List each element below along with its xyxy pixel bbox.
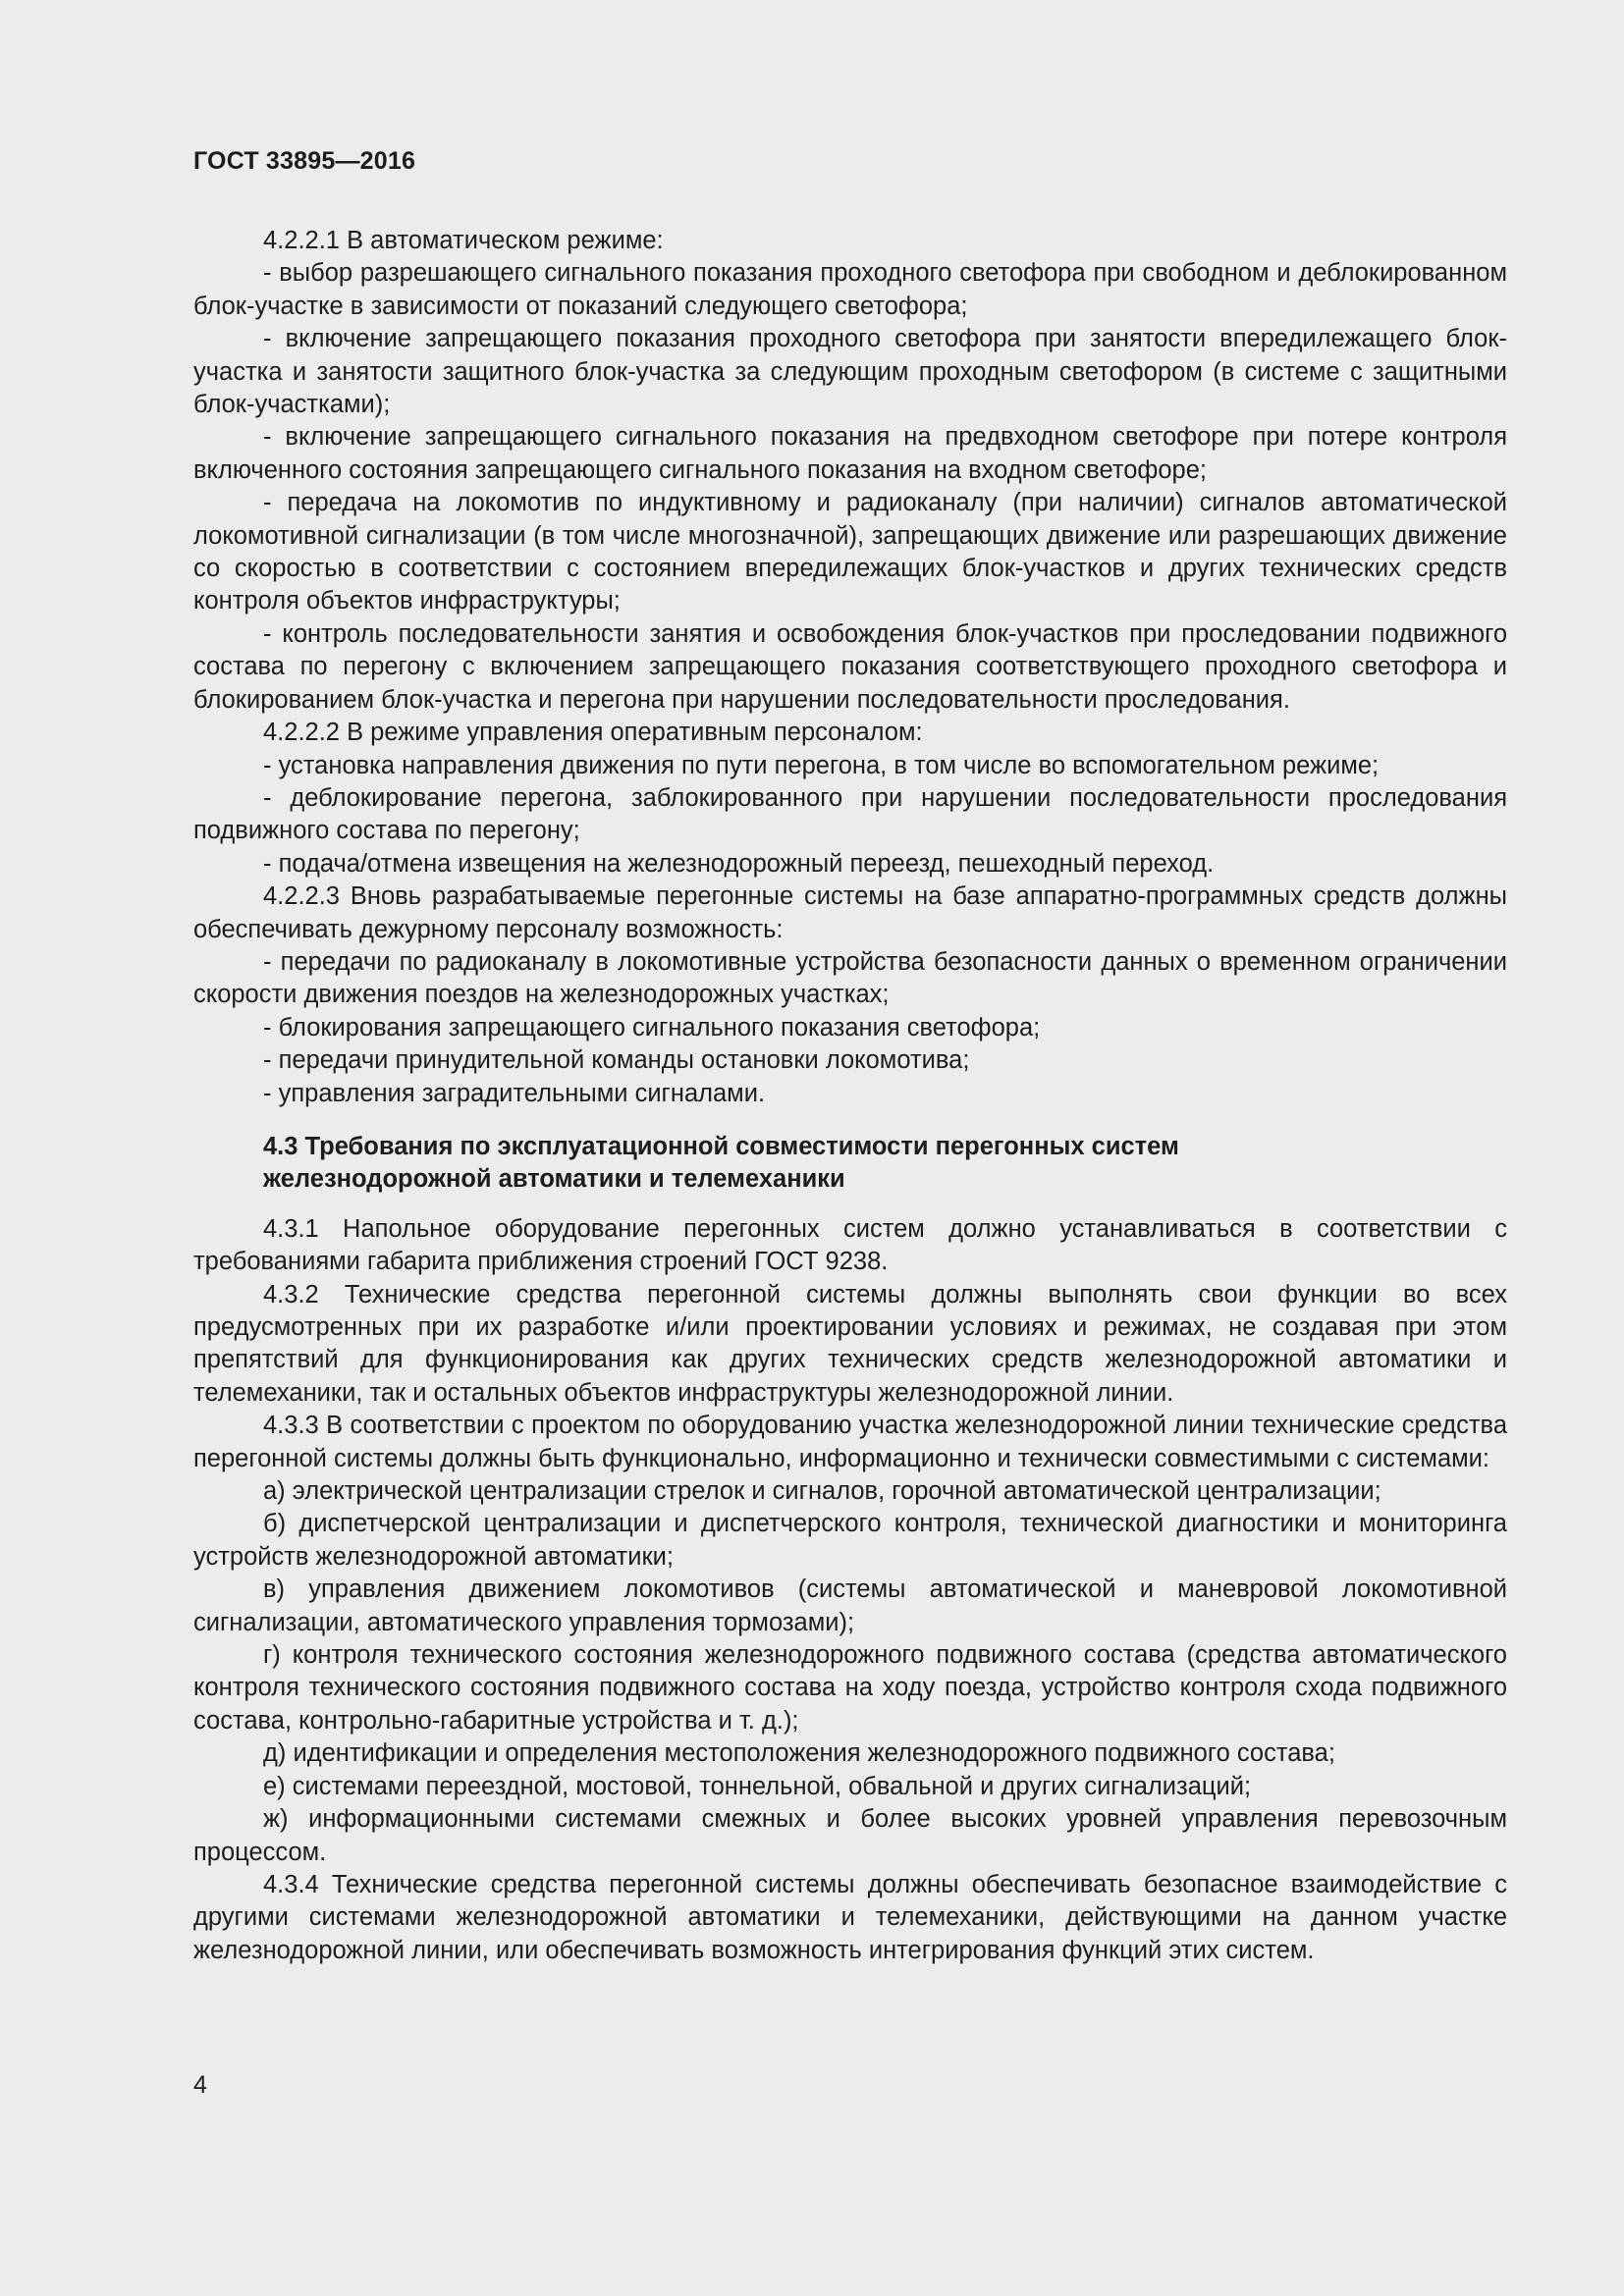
- paragraph: г) контроля технического состояния железнодорожного подвижного состава (средства автоматического контроля технического состояния подвижного состава на ходу поезда, устройство контроля схода подвижного состава, контрольно-габаритные устройства и т. д.);: [193, 1641, 1507, 1735]
- paragraph: а) электрической централизации стрелок и сигналов, горочной автоматической централизации;: [263, 1477, 1381, 1506]
- paragraph: - включение запрещающего сигнального показания на предвходном светофоре при потере контроля включенного состояния запрещающего сигнального показания на входном светофоре;: [193, 423, 1507, 484]
- document-header: ГОСТ 33895—2016: [193, 147, 416, 175]
- paragraph: 4.3.4 Технические средства перегонной системы должны обеспечивать безопасное взаимодействие с другими системами железнодорожной автоматики и телемеханики, действующими на данном участке железнодорожной линии, или обеспечивать возможность интегрирования функций этих систем.: [193, 1870, 1507, 1964]
- paragraph: - выбор разрешающего сигнального показания проходного светофора при свободном и деблокированном блок-участке в зависимости от показаний следующего светофора;: [193, 259, 1507, 320]
- section-heading-line: 4.3 Требования по эксплуатационной совместимости перегонных систем: [263, 1132, 1179, 1160]
- paragraph: - передачи принудительной команды остановки локомотива;: [263, 1046, 970, 1075]
- paragraph: 4.3.1 Напольное оборудование перегонных систем должно устанавливаться в соответствии с требованиями габарита приближения строений ГОСТ 9238.: [193, 1214, 1507, 1276]
- page-number: 4: [193, 2071, 207, 2099]
- paragraph: - блокирования запрещающего сигнального показания светофора;: [263, 1013, 1041, 1041]
- paragraph: 4.2.2.3 Вновь разрабатываемые перегонные системы на базе аппаратно-программных средств должны обеспечивать дежурному персоналу возможность:: [193, 882, 1507, 943]
- document-body: [193, 225, 1507, 1967]
- paragraph: - установка направления движения по пути перегона, в том числе во вспомогательном режиме;: [263, 751, 1380, 779]
- paragraph: 4.2.2.2 В режиме управления оперативным персоналом:: [263, 719, 923, 747]
- paragraph: ж) информационными системами смежных и более высоких уровней управления перевозочным процессом.: [193, 1805, 1507, 1866]
- paragraph: - деблокирование перегона, заблокированного при нарушении последовательности проследования подвижного состава по перегону;: [193, 783, 1507, 845]
- section-heading-line: железнодорожной автоматики и телемеханики: [263, 1165, 845, 1194]
- paragraph: б) диспетчерской централизации и диспетчерского контроля, технической диагностики и мониторинга устройств железнодорожной автоматики;: [193, 1510, 1507, 1571]
- paragraph: 4.2.2.1 В автоматическом режиме:: [263, 227, 664, 254]
- paragraph: - передача на локомотив по индуктивному и радиоканалу (при наличии) сигналов автоматической локомотивной сигнализации (в том числе многозначной), запрещающих движение или разрешающих движение со скоростью в соответствии с состоянием впередилежащих блок-участков и других технических средств контроля объектов инфраструктуры;: [193, 489, 1507, 615]
- paragraph: - подача/отмена извещения на железнодорожный переезд, пешеходный переход.: [263, 849, 1215, 878]
- paragraph: - включение запрещающего показания проходного светофора при занятости впередилежащего блок-участка и занятости защитного блок-участка за следующим проходным светофором (в системе с защитными блок-участками);: [193, 325, 1507, 419]
- section-heading: [263, 1131, 1507, 1197]
- paragraph: 4.3.2 Технические средства перегонной системы должны выполнять свои функции во всех предусмотренных при их разработке и/или проектировании условиях и режимах, не создавая при этом препятствий для функционирования как других технических средств железнодорожной автоматики и телемеханики, так и остальных объектов инфраструктуры железнодорожной линии.: [193, 1280, 1507, 1407]
- paragraph: е) системами переездной, мостовой, тоннельной, обвальной и других сигнализаций;: [263, 1772, 1252, 1800]
- paragraph: - контроль последовательности занятия и освобождения блок-участков при проследовании подвижного состава по перегону с включением запрещающего показания соответствующего проходного светофора и блокированием блок-участка и перегона при нарушении последовательности проследования.: [193, 619, 1507, 714]
- paragraph: в) управления движением локомотивов (системы автоматической и маневровой локомотивной сигнализации, автоматического управления тормозами);: [193, 1575, 1507, 1636]
- paragraph: д) идентификации и определения местоположения железнодорожного подвижного состава;: [263, 1739, 1335, 1768]
- paragraph: - передачи по радиоканалу в локомотивные устройства безопасности данных о временном ограничении скорости движения поездов на железнодорожных участках;: [193, 947, 1507, 1009]
- paragraph: - управления заградительными сигналами.: [263, 1079, 766, 1107]
- paragraph: 4.3.3 В соответствии с проектом по оборудованию участка железнодорожной линии технические средства перегонной системы должны быть функционально, информационно и технически совместимыми с системами:: [193, 1412, 1507, 1472]
